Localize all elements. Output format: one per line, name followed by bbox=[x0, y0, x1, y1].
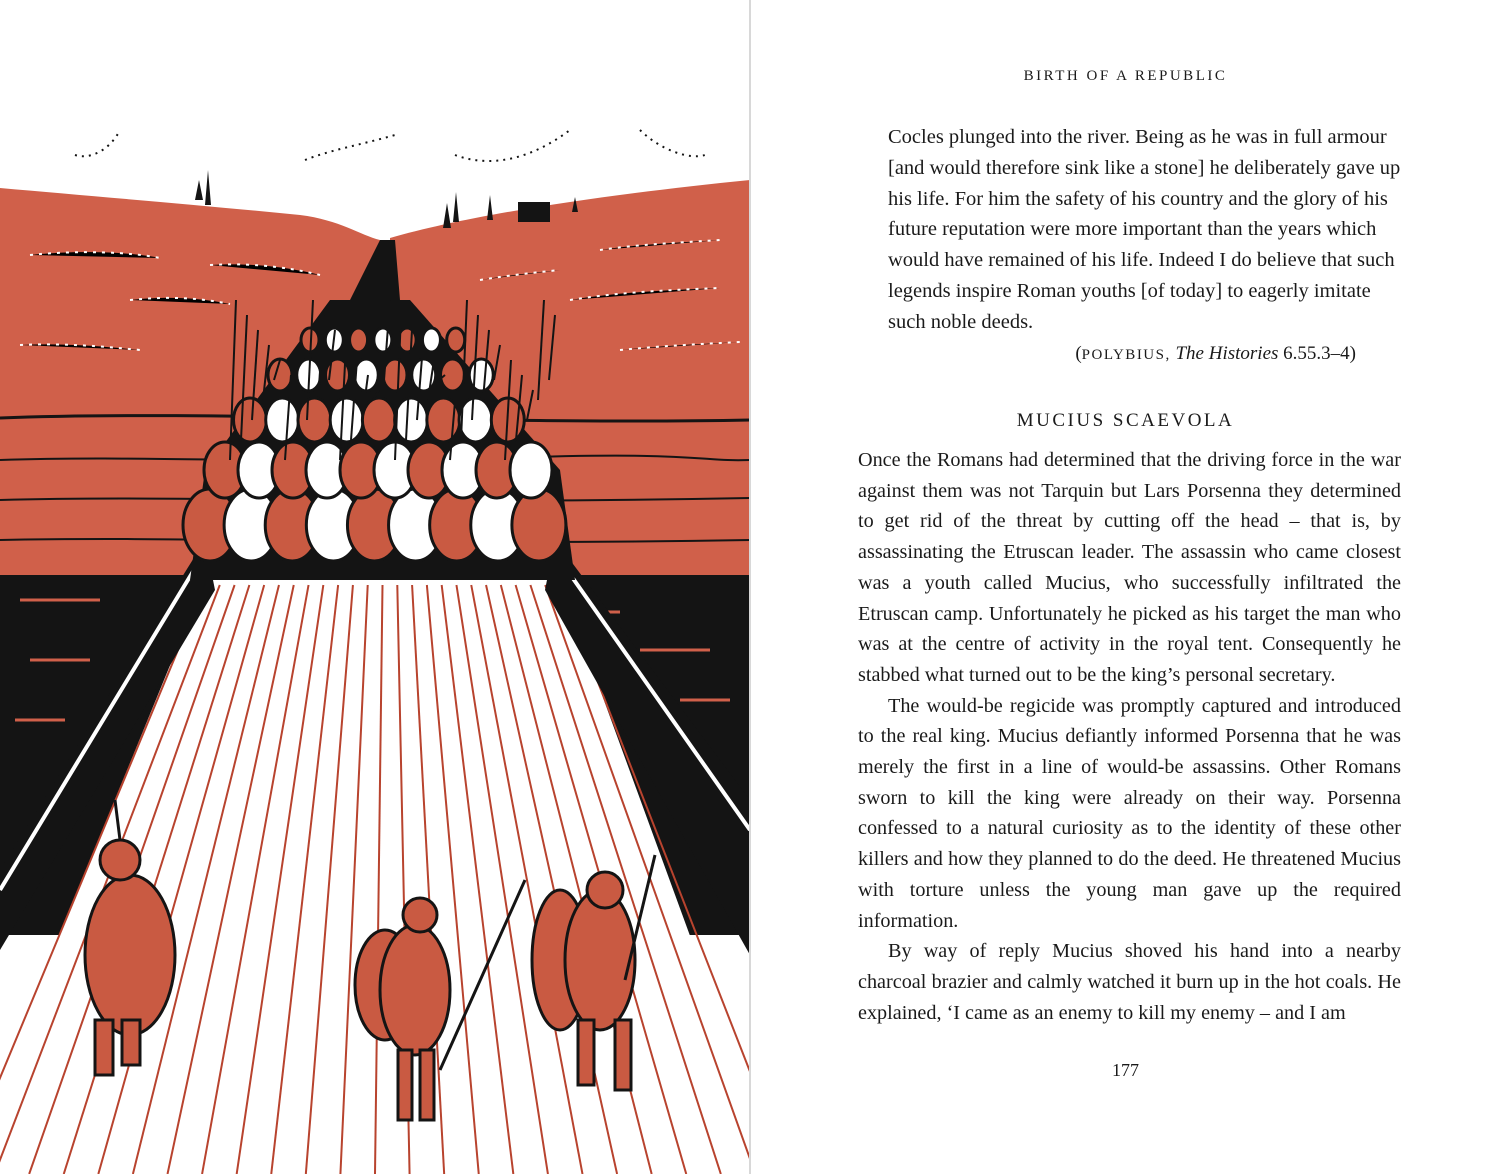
citation-ref: 6.55.3–4) bbox=[1283, 343, 1356, 364]
body-text bbox=[858, 445, 1401, 1028]
paragraph: The would-be regicide was promptly captured and introduced to the real king. Mucius defiantly informed Porsenna that he was merely the first in a line of would-be assassins. Other Romans sworn to kill the king were already on their way. Porsenna confessed to a natural curiosity as to the identity of these other killers and how they planned to do the deed. He threatened Mucius with torture unless the young man gave up the required information. bbox=[858, 694, 1401, 932]
hill-left bbox=[0, 188, 380, 300]
citation-open: ( bbox=[1075, 343, 1082, 364]
citation-work: The Histories bbox=[1175, 343, 1279, 364]
running-head: BIRTH OF A REPUBLIC bbox=[1023, 68, 1228, 84]
quote-citation bbox=[751, 343, 1356, 365]
right-page bbox=[751, 0, 1500, 1174]
hill-right bbox=[390, 180, 750, 300]
citation-author: POLYBIUS, bbox=[1081, 347, 1171, 363]
block-quote bbox=[888, 122, 1408, 338]
paragraph: By way of reply Mucius shoved his hand into a nearby charcoal brazier and calmly watched it burn up in the hot coals. He explained, ‘I came as an enemy to kill my enemy – and I am bbox=[858, 940, 1401, 1024]
page-number: 177 bbox=[1112, 1060, 1139, 1080]
paragraph: Once the Romans had determined that the driving force in the war against them was not Tarquin but Lars Porsenna they determined to get rid of the threat by cutting off the head – that is, by assassinating the Etruscan leader. The assassin who came closest was a youth called Mucius, who successfully infiltrated the Etruscan camp. Unfortunately he picked as his target the man who was at the centre of activity in the royal tent. Consequently he stabbed what turned out to be the king’s personal secretary. bbox=[858, 449, 1401, 686]
quote-text: Cocles plunged into the river. Being as he was in full armour [and would therefore sink like a stone] he deliberately gave up his life. For him the safety of his country and the glory of his future reputation were more important than the years which would have remained of his life. Indeed I do believe that such legends inspire Roman youths [of today] to eagerly imitate such noble deeds. bbox=[888, 126, 1401, 333]
section-heading: MUCIUS SCAEVOLA bbox=[1016, 410, 1235, 431]
